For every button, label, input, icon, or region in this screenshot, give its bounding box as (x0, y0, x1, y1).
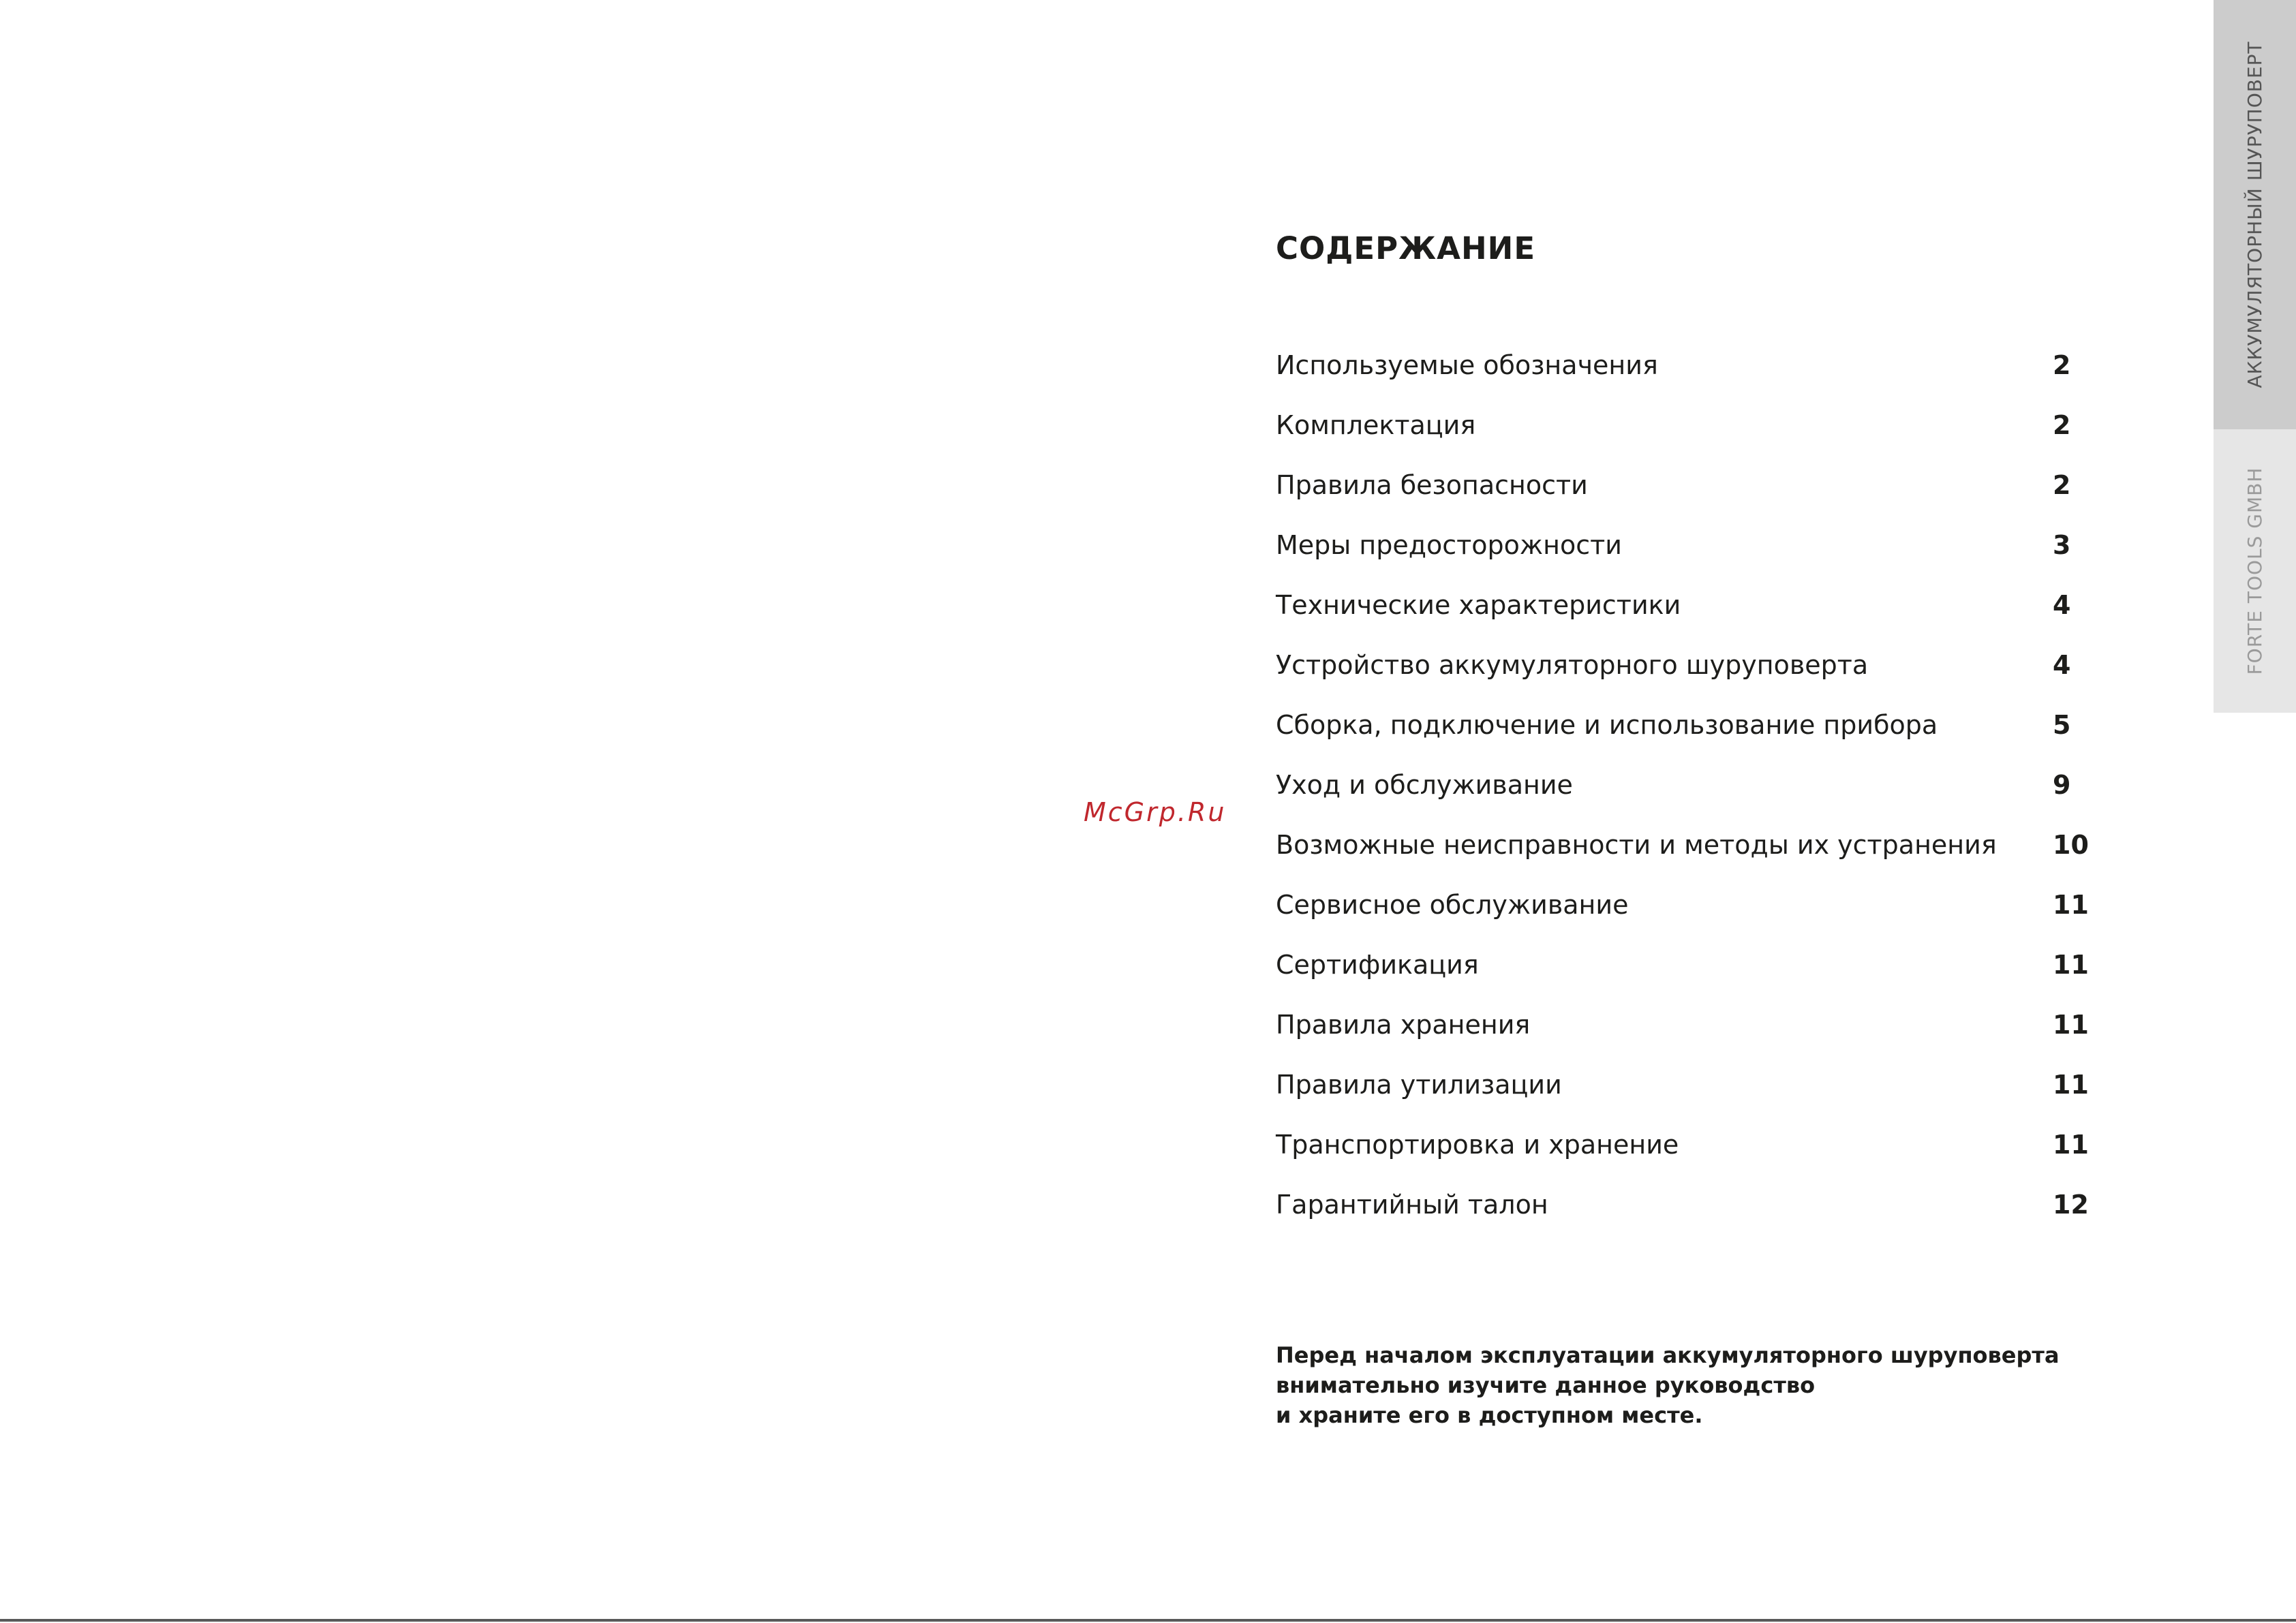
side-tab-company-label: FORTE TOOLS GMBH (2243, 467, 2266, 675)
toc-item-page: 12 (2053, 1190, 2089, 1220)
toc-item[interactable] (1276, 465, 2080, 525)
toc-item[interactable] (1276, 1184, 2089, 1244)
toc-item[interactable] (1276, 345, 2080, 405)
toc-item-title: Правила утилизации (1276, 1070, 1562, 1100)
toc-item-page: 4 (2053, 650, 2071, 680)
toc-item-title: Технические характеристики (1276, 590, 1681, 620)
toc-item-page: 4 (2053, 590, 2071, 620)
toc-item-title: Меры предосторожности (1276, 530, 1622, 560)
toc-item-page: 11 (2053, 1130, 2089, 1160)
toc-item-title: Сертификация (1276, 950, 1479, 980)
toc-item[interactable] (1276, 405, 2080, 465)
table-of-contents (1276, 345, 2089, 1244)
toc-item[interactable] (1276, 705, 2080, 764)
watermark: McGrp.Ru (1084, 797, 1227, 827)
toc-item-title: Комплектация (1276, 410, 1476, 440)
toc-item[interactable] (1276, 944, 2089, 1004)
bottom-divider (0, 1619, 2296, 1622)
toc-item[interactable] (1276, 585, 2080, 645)
toc-item[interactable] (1276, 824, 2089, 884)
side-tab-product[interactable] (2214, 0, 2296, 429)
toc-item[interactable] (1276, 645, 2080, 705)
toc-item-page: 2 (2053, 350, 2071, 380)
toc-item-page: 11 (2053, 890, 2089, 920)
toc-item[interactable] (1276, 764, 2080, 824)
toc-item[interactable] (1276, 884, 2089, 944)
toc-item-title: Правила безопасности (1276, 470, 1588, 500)
side-tab-company[interactable] (2214, 429, 2296, 713)
usage-note (1276, 1340, 2060, 1430)
toc-item-title: Правила хранения (1276, 1010, 1531, 1040)
toc-item-page: 9 (2053, 770, 2071, 800)
toc-item-page: 3 (2053, 530, 2071, 560)
toc-item-title: Устройство аккумуляторного шуруповерта (1276, 650, 1869, 680)
toc-item-title: Используемые обозначения (1276, 350, 1658, 380)
toc-item-page: 10 (2053, 830, 2089, 860)
toc-item-page: 2 (2053, 470, 2071, 500)
usage-note-line: Перед началом эксплуатации аккумуляторного шуруповерта (1276, 1342, 2060, 1368)
toc-item-title: Транспортировка и хранение (1276, 1130, 1679, 1160)
toc-item-title: Сборка, подключение и использование прибора (1276, 710, 1938, 740)
toc-item-page: 2 (2053, 410, 2071, 440)
toc-item[interactable] (1276, 1004, 2089, 1064)
toc-item-page: 11 (2053, 1070, 2089, 1100)
toc-item-page: 11 (2053, 950, 2089, 980)
usage-note-line: внимательно изучите данное руководство (1276, 1372, 1816, 1398)
toc-item-title: Гарантийный талон (1276, 1190, 1548, 1220)
toc-item-title: Возможные неисправности и методы их устранения (1276, 830, 1997, 860)
toc-item[interactable] (1276, 1064, 2089, 1124)
toc-item[interactable] (1276, 525, 2080, 585)
toc-item[interactable] (1276, 1124, 2089, 1184)
page-title: СОДЕРЖАНИЕ (1276, 230, 1536, 266)
usage-note-line: и храните его в доступном месте. (1276, 1402, 1703, 1428)
toc-item-page: 11 (2053, 1010, 2089, 1040)
toc-item-title: Сервисное обслуживание (1276, 890, 1629, 920)
side-tab-product-label: АККУМУЛЯТОРНЫЙ ШУРУПОВЕРТ (2243, 41, 2266, 388)
toc-item-page: 5 (2053, 710, 2071, 740)
toc-item-title: Уход и обслуживание (1276, 770, 1573, 800)
